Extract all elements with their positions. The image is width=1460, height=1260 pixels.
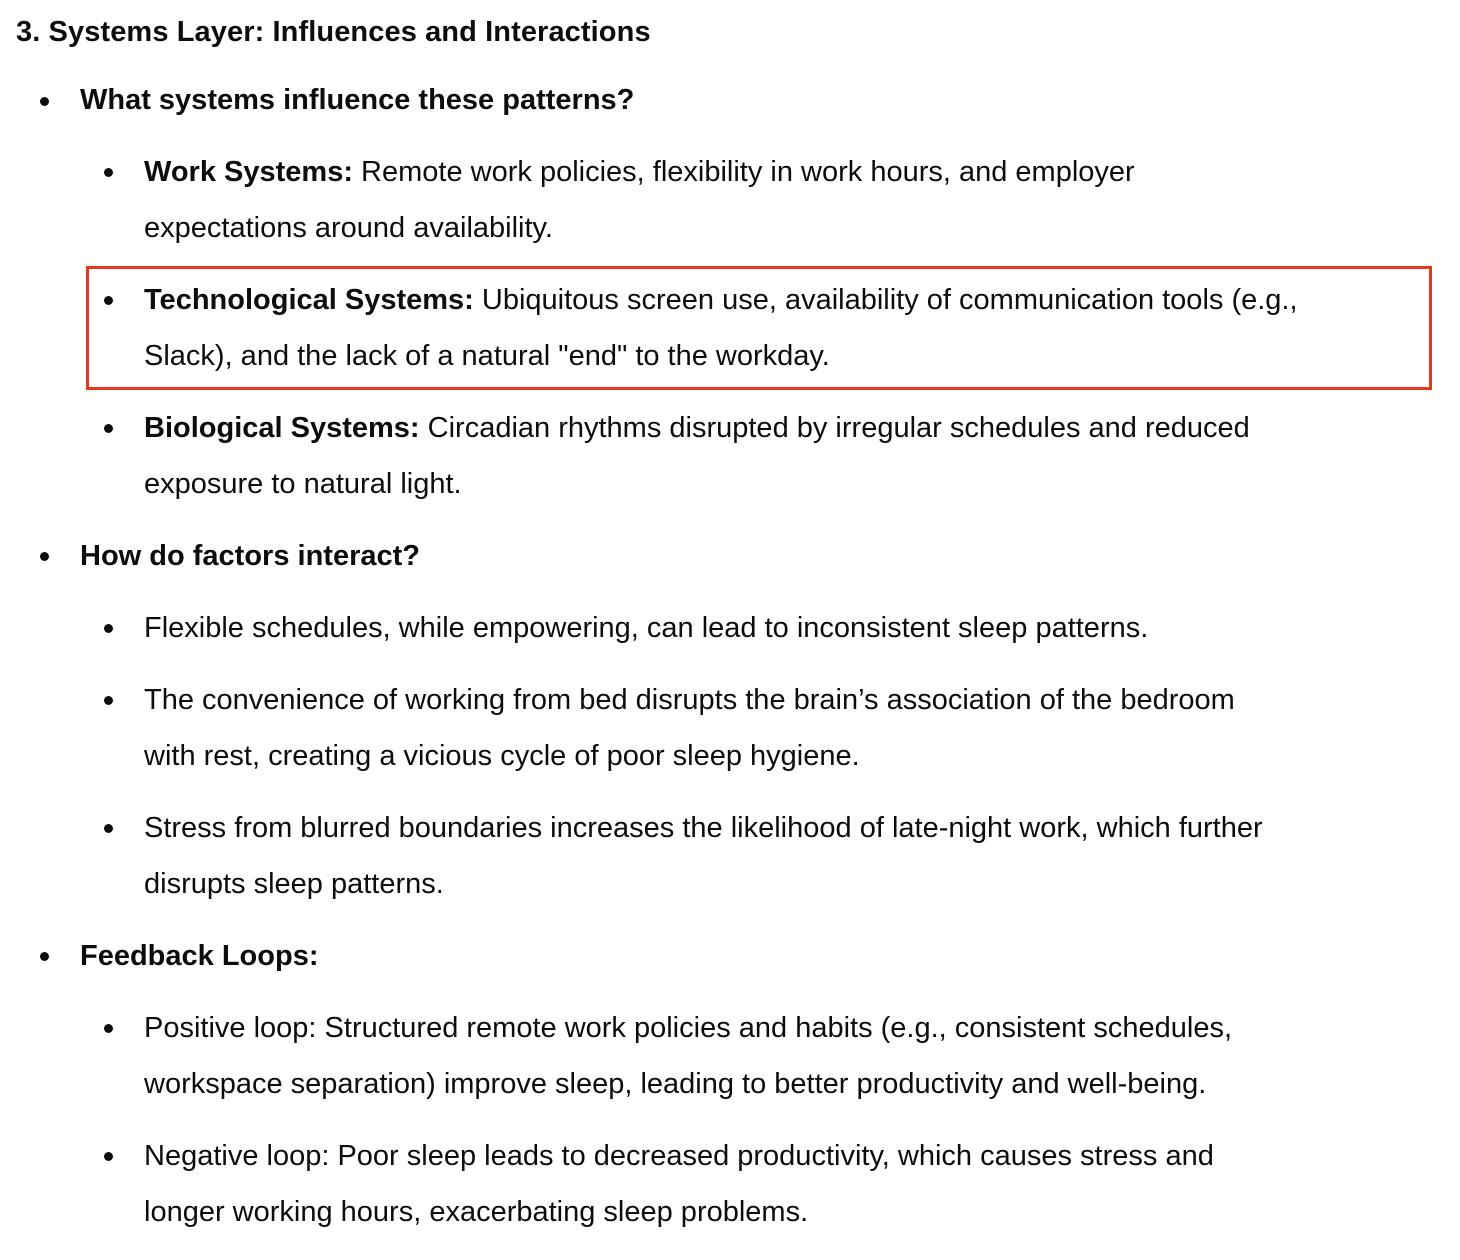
list-item-continuation: workspace separation) improve sleep, leading to better productivity and well-being. — [144, 1068, 1207, 1100]
bullet-icon — [104, 1152, 113, 1161]
highlight-annotation-box — [86, 266, 1432, 390]
item-label: Biological Systems: — [144, 412, 420, 444]
list-item-continuation: with rest, creating a vicious cycle of poor sleep hygiene. — [144, 740, 860, 772]
list-item: Flexible schedules, while empowering, can lead to inconsistent sleep patterns. — [144, 612, 1149, 644]
item-label: Technological Systems: — [144, 284, 474, 316]
list-item-negative-loop: Negative loop: Poor sleep leads to decreased productivity, which causes stress and — [144, 1140, 1214, 1172]
list-item-continuation: exposure to natural light. — [144, 468, 462, 500]
list-item-continuation: Slack), and the lack of a natural "end" to the workday. — [144, 340, 830, 372]
bullet-icon — [104, 168, 113, 177]
list-item-work-systems — [144, 150, 1135, 194]
item-text: Circadian rhythms disrupted by irregular schedules and reduced — [419, 412, 1250, 444]
bullet-icon — [104, 424, 113, 433]
list-item-continuation: disrupts sleep patterns. — [144, 868, 444, 900]
bullet-icon — [40, 552, 49, 561]
list-item: Stress from blurred boundaries increases the likelihood of late-night work, which further — [144, 812, 1263, 844]
list-item-continuation: expectations around availability. — [144, 212, 553, 244]
bullet-icon — [104, 696, 113, 705]
item-label: Work Systems: — [144, 156, 353, 188]
item-text: Remote work policies, flexibility in work hours, and employer — [353, 156, 1135, 188]
list-item-continuation: longer working hours, exacerbating sleep problems. — [144, 1196, 809, 1228]
list-item-positive-loop: Positive loop: Structured remote work policies and habits (e.g., consistent schedules, — [144, 1012, 1233, 1044]
list-item-biological-systems — [144, 406, 1250, 450]
item-text: Ubiquitous screen use, availability of communication tools (e.g., — [473, 284, 1298, 316]
bullet-icon — [40, 97, 49, 106]
bullet-icon — [104, 1024, 113, 1033]
bullet-icon — [104, 624, 113, 633]
list-item: The convenience of working from bed disrupts the brain’s association of the bedroom — [144, 684, 1235, 716]
bullet-icon — [40, 952, 49, 961]
question-influence: What systems influence these patterns? — [80, 84, 635, 116]
section-heading: 3. Systems Layer: Influences and Interactions — [16, 16, 651, 48]
bullet-icon — [104, 824, 113, 833]
question-feedback-loops: Feedback Loops: — [80, 940, 319, 972]
question-interact: How do factors interact? — [80, 540, 420, 572]
